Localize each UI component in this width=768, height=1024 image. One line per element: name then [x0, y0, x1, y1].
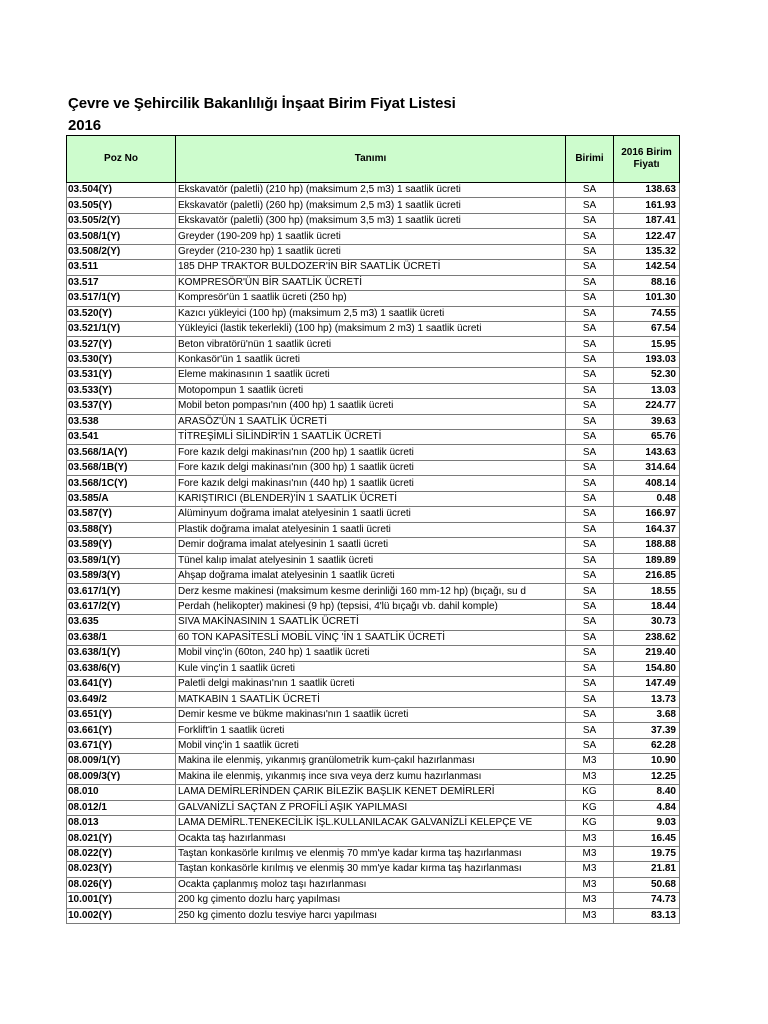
table-row [67, 553, 680, 568]
cell-description: Kule vinç'in 1 saatlik ücreti [176, 661, 566, 676]
cell-price: 19.75 [614, 846, 680, 861]
table-row [67, 800, 680, 815]
cell-description: Mobil vinç'in 1 saatlik ücreti [176, 738, 566, 753]
table-row [67, 846, 680, 861]
cell-code: 03.538 [67, 414, 176, 429]
cell-price: 314.64 [614, 460, 680, 475]
cell-code: 03.585/A [67, 491, 176, 506]
cell-code: 03.520(Y) [67, 306, 176, 321]
cell-code: 03.530(Y) [67, 352, 176, 367]
cell-code: 08.013 [67, 815, 176, 830]
cell-code: 03.641(Y) [67, 677, 176, 692]
cell-description: Eleme makinasının 1 saatlik ücreti [176, 368, 566, 383]
cell-code: 03.508/1(Y) [67, 229, 176, 244]
table-row [67, 275, 680, 290]
cell-description: Greyder (190-209 hp) 1 saatlik ücreti [176, 229, 566, 244]
cell-code: 03.568/1B(Y) [67, 460, 176, 475]
cell-unit: SA [566, 491, 614, 506]
cell-unit: SA [566, 306, 614, 321]
cell-description: Ahşap doğrama imalat atelyesinin 1 saatlik ücreti [176, 568, 566, 583]
cell-description: Fore kazık delgi makinası'nın (200 hp) 1 saatlik ücreti [176, 445, 566, 460]
cell-code: 03.517/1(Y) [67, 291, 176, 306]
cell-description: Motopompun 1 saatlik ücreti [176, 383, 566, 398]
cell-price: 8.40 [614, 785, 680, 800]
cell-unit: SA [566, 368, 614, 383]
table-row [67, 738, 680, 753]
cell-code: 03.635 [67, 615, 176, 630]
header-price [614, 136, 680, 183]
cell-unit: SA [566, 460, 614, 475]
cell-price: 16.45 [614, 831, 680, 846]
cell-price: 166.97 [614, 507, 680, 522]
table-row [67, 646, 680, 661]
cell-price: 74.73 [614, 893, 680, 908]
cell-description: SIVA MAKİNASININ 1 SAATLİK ÜCRETİ [176, 615, 566, 630]
table-row [67, 707, 680, 722]
cell-unit: M3 [566, 908, 614, 923]
cell-unit: SA [566, 383, 614, 398]
cell-price: 74.55 [614, 306, 680, 321]
cell-price: 67.54 [614, 321, 680, 336]
cell-price: 13.73 [614, 692, 680, 707]
cell-price: 88.16 [614, 275, 680, 290]
table-row [67, 831, 680, 846]
cell-code: 08.012/1 [67, 800, 176, 815]
cell-description: KARIŞTIRICI (BLENDER)'İN 1 SAATLİK ÜCRETİ [176, 491, 566, 506]
cell-code: 03.638/1(Y) [67, 646, 176, 661]
table-row [67, 893, 680, 908]
cell-description: Fore kazık delgi makinası'nın (300 hp) 1 saatlik ücreti [176, 460, 566, 475]
cell-price: 18.44 [614, 599, 680, 614]
table-row [67, 785, 680, 800]
cell-code: 03.533(Y) [67, 383, 176, 398]
cell-unit: M3 [566, 831, 614, 846]
table-row [67, 769, 680, 784]
cell-code: 03.537(Y) [67, 399, 176, 414]
cell-code: 03.541 [67, 430, 176, 445]
header-description: Tanımı [176, 136, 566, 183]
cell-code: 03.527(Y) [67, 337, 176, 352]
table-row [67, 815, 680, 830]
cell-price: 39.63 [614, 414, 680, 429]
cell-price: 83.13 [614, 908, 680, 923]
cell-price: 147.49 [614, 677, 680, 692]
cell-price: 238.62 [614, 630, 680, 645]
table-row [67, 460, 680, 475]
cell-price: 62.28 [614, 738, 680, 753]
cell-description: Forklift'in 1 saatlik ücreti [176, 723, 566, 738]
cell-description: Konkasör'ün 1 saatlik ücreti [176, 352, 566, 367]
cell-description: Fore kazık delgi makinası'nın (440 hp) 1 saatlik ücreti [176, 476, 566, 491]
cell-price: 15.95 [614, 337, 680, 352]
table-row [67, 321, 680, 336]
cell-description: Taştan konkasörle kırılmış ve elenmiş 70 mm'ye kadar kırma taş hazırlanması [176, 846, 566, 861]
cell-code: 03.617/2(Y) [67, 599, 176, 614]
table-row [67, 692, 680, 707]
cell-price: 0.48 [614, 491, 680, 506]
table-row [67, 399, 680, 414]
cell-description: KOMPRESÖR'ÜN BİR SAATLİK ÜCRETİ [176, 275, 566, 290]
header-code: Poz No [67, 136, 176, 183]
cell-unit: SA [566, 522, 614, 537]
cell-description: Derz kesme makinesi (maksimum kesme derinliği 160 mm-12 hp) (bıçağı, su d [176, 584, 566, 599]
cell-unit: SA [566, 414, 614, 429]
cell-price: 101.30 [614, 291, 680, 306]
cell-unit: SA [566, 738, 614, 753]
table-row [67, 229, 680, 244]
cell-unit: SA [566, 707, 614, 722]
cell-price: 143.63 [614, 445, 680, 460]
cell-price: 3.68 [614, 707, 680, 722]
cell-price: 224.77 [614, 399, 680, 414]
table-row [67, 630, 680, 645]
cell-description: 60 TON KAPASİTESLİ MOBİL VİNÇ 'İN 1 SAATLİK ÜCRETİ [176, 630, 566, 645]
header-price-line-2: Fiyatı [633, 159, 660, 170]
cell-unit: SA [566, 599, 614, 614]
table-row [67, 584, 680, 599]
cell-code: 03.671(Y) [67, 738, 176, 753]
cell-unit: SA [566, 584, 614, 599]
cell-price: 188.88 [614, 538, 680, 553]
cell-code: 08.009/3(Y) [67, 769, 176, 784]
header-price-line-1: 2016 Birim [621, 147, 672, 158]
cell-unit: SA [566, 677, 614, 692]
cell-unit: M3 [566, 846, 614, 861]
cell-code: 10.002(Y) [67, 908, 176, 923]
cell-unit: SA [566, 661, 614, 676]
cell-description: MATKABIN 1 SAATLİK ÜCRETİ [176, 692, 566, 707]
table-row [67, 368, 680, 383]
cell-description: Taştan konkasörle kırılmış ve elenmiş 30 mm'ye kadar kırma taş hazırlanması [176, 862, 566, 877]
cell-description: 200 kg çimento dozlu harç yapılması [176, 893, 566, 908]
cell-description: LAMA DEMİRL.TENEKECİLİK İŞL.KULLANILACAK GALVANİZLİ KELEPÇE VE [176, 815, 566, 830]
cell-code: 03.521/1(Y) [67, 321, 176, 336]
cell-unit: SA [566, 183, 614, 198]
cell-unit: SA [566, 352, 614, 367]
cell-code: 03.589/3(Y) [67, 568, 176, 583]
cell-description: LAMA DEMİRLERİNDEN ÇARIK BİLEZİK BAŞLIK KENET DEMİRLERİ [176, 785, 566, 800]
cell-price: 219.40 [614, 646, 680, 661]
cell-description: Perdah (helikopter) makinesi (9 hp) (tepsisi, 4'lü bıçağı vb. dahil komple) [176, 599, 566, 614]
cell-unit: SA [566, 615, 614, 630]
cell-code: 10.001(Y) [67, 893, 176, 908]
cell-price: 52.30 [614, 368, 680, 383]
cell-description: Tünel kalıp imalat atelyesinin 1 saatlik ücreti [176, 553, 566, 568]
cell-description: 185 DHP TRAKTOR BULDOZER'İN BİR SAATLİK ÜCRETİ [176, 260, 566, 275]
cell-code: 03.649/2 [67, 692, 176, 707]
table-row [67, 754, 680, 769]
cell-price: 193.03 [614, 352, 680, 367]
cell-price: 37.39 [614, 723, 680, 738]
table-row [67, 877, 680, 892]
cell-price: 122.47 [614, 229, 680, 244]
cell-code: 03.588(Y) [67, 522, 176, 537]
cell-code: 08.022(Y) [67, 846, 176, 861]
table-row [67, 244, 680, 259]
cell-price: 189.89 [614, 553, 680, 568]
cell-code: 03.651(Y) [67, 707, 176, 722]
cell-description: Ekskavatör (paletli) (260 hp) (maksimum 2,5 m3) 1 saatlik ücreti [176, 198, 566, 213]
cell-unit: SA [566, 275, 614, 290]
cell-price: 12.25 [614, 769, 680, 784]
cell-description: Makina ile elenmiş, yıkanmış ince sıva veya derz kumu hazırlanması [176, 769, 566, 784]
cell-description: Plastik doğrama imalat atelyesinin 1 saatli ücreti [176, 522, 566, 537]
cell-code: 03.505/2(Y) [67, 213, 176, 228]
cell-price: 21.81 [614, 862, 680, 877]
cell-code: 03.568/1C(Y) [67, 476, 176, 491]
table-row [67, 507, 680, 522]
cell-code: 08.021(Y) [67, 831, 176, 846]
cell-description: GALVANİZLİ SAÇTAN Z PROFİLİ AŞIK YAPILMASI [176, 800, 566, 815]
table-row [67, 615, 680, 630]
cell-description: Paletli delgi makinası'nın 1 saatlik ücreti [176, 677, 566, 692]
cell-description: TİTREŞİMLİ SİLİNDİR'İN 1 SAATLİK ÜCRETİ [176, 430, 566, 445]
cell-unit: M3 [566, 893, 614, 908]
table-row [67, 661, 680, 676]
cell-unit: KG [566, 815, 614, 830]
cell-code: 03.638/6(Y) [67, 661, 176, 676]
cell-unit: KG [566, 785, 614, 800]
cell-price: 408.14 [614, 476, 680, 491]
cell-unit: M3 [566, 769, 614, 784]
cell-code: 03.589/1(Y) [67, 553, 176, 568]
cell-code: 03.638/1 [67, 630, 176, 645]
cell-price: 30.73 [614, 615, 680, 630]
table-row [67, 414, 680, 429]
header-unit: Birimi [566, 136, 614, 183]
cell-unit: M3 [566, 754, 614, 769]
cell-price: 161.93 [614, 198, 680, 213]
cell-unit: SA [566, 337, 614, 352]
table-row [67, 522, 680, 537]
cell-price: 142.54 [614, 260, 680, 275]
cell-unit: SA [566, 723, 614, 738]
cell-price: 154.80 [614, 661, 680, 676]
table-body [67, 183, 680, 924]
cell-code: 03.661(Y) [67, 723, 176, 738]
cell-unit: SA [566, 198, 614, 213]
cell-description: Demir kesme ve bükme makinası'nın 1 saatlik ücreti [176, 707, 566, 722]
cell-price: 135.32 [614, 244, 680, 259]
cell-code: 03.517 [67, 275, 176, 290]
cell-price: 50.68 [614, 877, 680, 892]
cell-unit: KG [566, 800, 614, 815]
cell-description: Ekskavatör (paletli) (210 hp) (maksimum 2,5 m3) 1 saatlik ücreti [176, 183, 566, 198]
cell-price: 164.37 [614, 522, 680, 537]
cell-unit: M3 [566, 862, 614, 877]
price-list-table [66, 135, 680, 924]
cell-unit: SA [566, 646, 614, 661]
table-row [67, 383, 680, 398]
cell-price: 216.85 [614, 568, 680, 583]
title-line-2: 2016 [68, 117, 101, 134]
cell-unit: SA [566, 568, 614, 583]
cell-unit: SA [566, 445, 614, 460]
table-row [67, 476, 680, 491]
header-row [67, 136, 680, 183]
cell-unit: SA [566, 229, 614, 244]
cell-description: Mobil vinç'in (60ton, 240 hp) 1 saatlik ücreti [176, 646, 566, 661]
table-row [67, 538, 680, 553]
cell-unit: SA [566, 321, 614, 336]
cell-code: 03.617/1(Y) [67, 584, 176, 599]
table-row [67, 568, 680, 583]
cell-description: Makina ile elenmiş, yıkanmış granülometrik kum-çakıl hazırlanması [176, 754, 566, 769]
table-row [67, 723, 680, 738]
cell-description: Kazıcı yükleyici (100 hp) (maksimum 2,5 m3) 1 saatlik ücreti [176, 306, 566, 321]
cell-description: Ocakta çaplanmış moloz taşı hazırlanması [176, 877, 566, 892]
cell-unit: SA [566, 538, 614, 553]
table-row [67, 445, 680, 460]
cell-unit: SA [566, 260, 614, 275]
table-row [67, 430, 680, 445]
table-row [67, 213, 680, 228]
cell-description: Ekskavatör (paletli) (300 hp) (maksimum 3,5 m3) 1 saatlik ücreti [176, 213, 566, 228]
cell-code: 03.505(Y) [67, 198, 176, 213]
cell-description: Demir doğrama imalat atelyesinin 1 saatli ücreti [176, 538, 566, 553]
cell-unit: SA [566, 507, 614, 522]
table-row [67, 260, 680, 275]
cell-price: 4.84 [614, 800, 680, 815]
title-line-1: Çevre ve Şehircilik Bakanlılığı İnşaat Birim Fiyat Listesi [68, 95, 456, 112]
cell-description: Beton vibratörü'nün 1 saatlik ücreti [176, 337, 566, 352]
cell-code: 03.511 [67, 260, 176, 275]
cell-code: 03.531(Y) [67, 368, 176, 383]
cell-price: 9.03 [614, 815, 680, 830]
cell-code: 08.026(Y) [67, 877, 176, 892]
table-row [67, 599, 680, 614]
cell-description: Yükleyici (lastik tekerlekli) (100 hp) (maksimum 2 m3) 1 saatlik ücreti [176, 321, 566, 336]
cell-price: 65.76 [614, 430, 680, 445]
cell-price: 187.41 [614, 213, 680, 228]
cell-price: 18.55 [614, 584, 680, 599]
table-row [67, 306, 680, 321]
cell-code: 03.508/2(Y) [67, 244, 176, 259]
cell-unit: SA [566, 553, 614, 568]
cell-unit: SA [566, 399, 614, 414]
cell-unit: SA [566, 430, 614, 445]
cell-code: 03.504(Y) [67, 183, 176, 198]
cell-code: 03.587(Y) [67, 507, 176, 522]
table-row [67, 352, 680, 367]
cell-unit: SA [566, 213, 614, 228]
table-row [67, 198, 680, 213]
table-row [67, 337, 680, 352]
cell-code: 03.589(Y) [67, 538, 176, 553]
cell-price: 10.90 [614, 754, 680, 769]
cell-unit: SA [566, 291, 614, 306]
cell-unit: SA [566, 244, 614, 259]
cell-price: 138.63 [614, 183, 680, 198]
cell-unit: SA [566, 630, 614, 645]
cell-code: 03.568/1A(Y) [67, 445, 176, 460]
cell-code: 08.010 [67, 785, 176, 800]
document-title [68, 93, 456, 137]
table-row [67, 677, 680, 692]
cell-price: 13.03 [614, 383, 680, 398]
cell-unit: SA [566, 692, 614, 707]
table-row [67, 183, 680, 198]
cell-description: Alüminyum doğrama imalat atelyesinin 1 saatli ücreti [176, 507, 566, 522]
table-row [67, 291, 680, 306]
cell-description: Kompresör'ün 1 saatlik ücreti (250 hp) [176, 291, 566, 306]
cell-code: 08.023(Y) [67, 862, 176, 877]
cell-description: ARASÖZ'ÜN 1 SAATLİK ÜCRETİ [176, 414, 566, 429]
cell-description: Mobil beton pompası'nın (400 hp) 1 saatlik ücreti [176, 399, 566, 414]
cell-description: Ocakta taş hazırlanması [176, 831, 566, 846]
table-row [67, 908, 680, 923]
table-row [67, 491, 680, 506]
cell-description: Greyder (210-230 hp) 1 saatlik ücreti [176, 244, 566, 259]
cell-unit: M3 [566, 877, 614, 892]
cell-code: 08.009/1(Y) [67, 754, 176, 769]
cell-unit: SA [566, 476, 614, 491]
table-row [67, 862, 680, 877]
cell-description: 250 kg çimento dozlu tesviye harcı yapılması [176, 908, 566, 923]
